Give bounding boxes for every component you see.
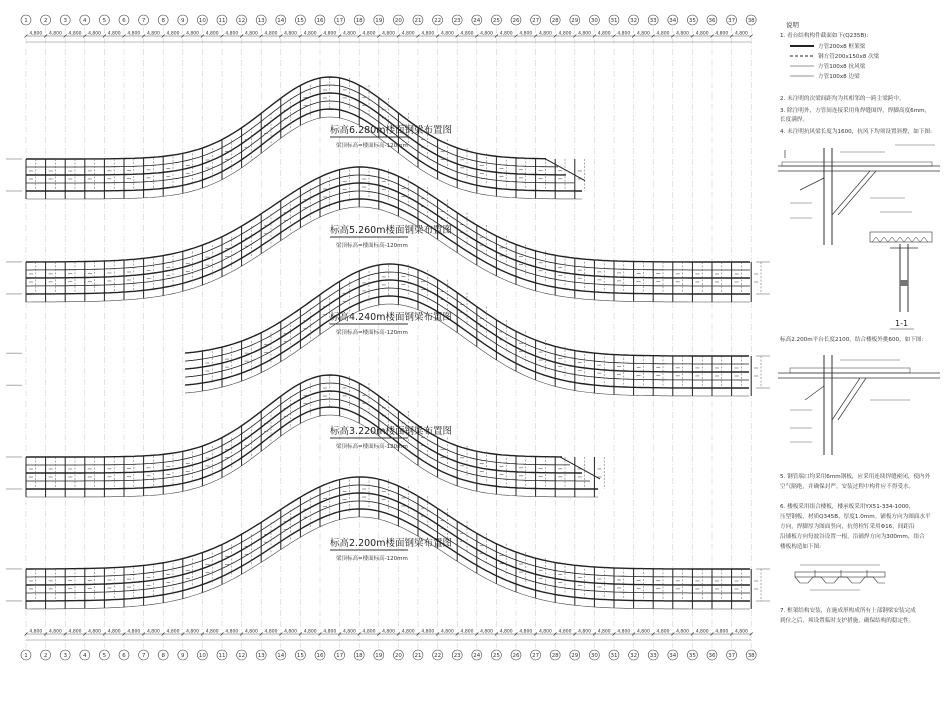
axis-label: 3 [63,653,67,659]
detail-plate [900,280,908,286]
axis-label: 15 [296,653,304,659]
note-7b: 到位之后，须设置临时支护措施，确保结构的稳定性。 [780,618,915,624]
axis-label: 31 [610,653,618,659]
axis-label: 13 [257,653,265,659]
axis-label: 4 [83,653,87,659]
axis-label: 1 [24,653,28,659]
axis-label: 19 [375,18,383,24]
note-mid: 标高2.200m平台长度2100，结合楼板外挑600，如下图: [780,337,924,343]
note-3b: 长度满焊。 [780,117,808,123]
dimension-text: 4,800 [323,629,337,635]
dimension-text: 4,800 [68,629,82,635]
axis-label: 9 [181,18,185,24]
legend-label: 方管200x8 框架梁 [818,44,866,50]
dimension-text: 4,800 [48,31,62,37]
axis-label: 32 [630,653,638,659]
dimension-text: 4,800 [597,31,611,37]
dimension-text: 4,800 [401,629,415,635]
axis-label: 11 [218,18,226,24]
plan-title: 标高5.260m楼面钢梁布置图 [330,225,452,236]
axis-label: 22 [434,653,442,659]
note-4: 4. 未注明抗风梁长度为1600，抗风下均须设置斜撑，如下图: [780,129,932,135]
dimension-text: 4,800 [88,629,102,635]
dimension-text: 4,800 [578,629,592,635]
axis-label: 37 [728,653,736,659]
axis-label: 37 [728,18,736,24]
note-6b: 压型钢板，材质Q345B，厚度1.0mm。铺板方向为图面水平 [780,514,931,520]
plan-title: 标高4.240m楼面钢梁布置图 [330,312,452,323]
axis-label: 21 [414,653,422,659]
dimension-text: 4,800 [48,629,62,635]
axis-label: 20 [394,18,402,24]
dimension-text: 4,800 [166,629,180,635]
plan-subtitle: 梁顶标高=楼面标高-120mm [336,330,408,336]
note-5a: 5. 钢管端口均采用6mm钢板，应采用连续焊缝密闭，使内外 [780,474,931,480]
dimension-text: 4,800 [29,629,43,635]
dimension-text: 4,800 [205,31,219,37]
dimension-text: 4,800 [421,31,435,37]
axis-label: 18 [355,18,363,24]
dimension-text: 4,800 [676,31,690,37]
note-3a: 3. 除注明外，方管间连接采用角焊缝围焊，焊脚高度6mm， [780,108,931,114]
axis-label: 29 [571,18,579,24]
section-label: 1-1 [895,319,909,328]
dimension-text: 4,800 [440,31,454,37]
axis-label: 36 [708,653,716,659]
legend-label: 钢方管200x150x8 次梁 [818,54,880,60]
dimension-text: 4,800 [656,629,670,635]
dimension-text: 4,800 [225,31,239,37]
axis-label: 10 [198,18,206,24]
axis-label: 18 [355,653,363,659]
dimension-text: 4,800 [264,629,278,635]
axis-label: 23 [453,18,461,24]
note-1: 1. 看台结构构件截面如下(Q235B): [780,33,869,39]
axis-label: 2 [43,18,48,24]
plan-title: 标高2.200m楼面钢梁布置图 [330,538,452,549]
note-2: 2. 未注明的次梁间距均为其相邻的一跨主梁跨中。 [780,96,905,102]
dimension-text: 4,800 [29,31,43,37]
axis-label: 7 [141,18,146,24]
dimension-text: 4,800 [342,629,356,635]
axis-label: 15 [296,18,304,24]
axis-label: 10 [198,653,206,659]
dimension-text: 4,800 [244,629,258,635]
axis-label: 24 [473,18,481,24]
axis-label: 12 [238,18,246,24]
dimension-text: 4,800 [617,629,631,635]
dimension-text: 4,800 [460,629,474,635]
axis-label: 13 [257,18,265,24]
dimension-text: 4,800 [695,31,709,37]
axis-label: 30 [590,653,598,659]
axis-label: 34 [669,18,677,24]
dimension-text: 4,800 [205,629,219,635]
axis-label: 36 [708,18,716,24]
axis-label: 26 [512,18,520,24]
axis-label: 7 [141,653,146,659]
dimension-text: 4,800 [166,31,180,37]
axis-label: 11 [218,653,226,659]
axis-label: 26 [512,653,520,659]
dimension-text: 4,800 [225,629,239,635]
axis-label: 25 [492,18,500,24]
axis-label: 17 [336,18,344,24]
axis-label: 3 [63,18,67,24]
dimension-text: 4,800 [127,629,141,635]
dimension-text: 4,800 [284,31,298,37]
dimension-text: 4,800 [480,629,494,635]
dimension-text: 4,800 [734,31,748,37]
dimension-text: 4,800 [715,629,729,635]
dimension-text: 4,800 [558,31,572,37]
dimension-text: 4,800 [460,31,474,37]
plan-subtitle: 梁顶标高=楼面标高-120mm [336,444,408,450]
axis-label: 16 [316,653,324,659]
dimension-text: 4,800 [186,629,200,635]
dimension-text: 4,800 [480,31,494,37]
axis-label: 38 [747,18,755,24]
axis-label: 35 [688,653,696,659]
axis-label: 17 [336,653,344,659]
dimension-text: 4,800 [323,31,337,37]
axis-label: 30 [590,18,598,24]
dimension-text: 4,800 [127,31,141,37]
axis-label: 12 [238,653,246,659]
axis-label: 22 [434,18,442,24]
note-6a: 6. 楼板采用组合楼板，楼承板采用YX51-334-1000, [780,504,911,510]
axis-label: 5 [102,653,107,659]
dimension-text: 4,800 [499,31,513,37]
dimension-text: 4,800 [401,31,415,37]
dimension-text: 4,800 [146,629,160,635]
axis-label: 20 [394,653,402,659]
dimension-text: 4,800 [715,31,729,37]
plan-title: 标高3.220m楼面钢梁布置图 [330,426,452,437]
dimension-text: 4,800 [676,629,690,635]
dimension-text: 4,800 [244,31,258,37]
dimension-text: 4,800 [499,629,513,635]
dimension-text: 4,800 [382,31,396,37]
axis-label: 28 [551,653,559,659]
dimension-text: 4,800 [303,31,317,37]
axis-label: 33 [649,18,657,24]
note-6c: 方向，焊脚厚为图面竖向，抗剪栓钉采用Φ16，间距沿 [780,524,915,530]
note-6d: 沿铺板方向每波谷设置一根，沿铺焊方向为300mm，组合 [780,534,925,540]
axis-label: 4 [83,18,87,24]
axis-label: 33 [649,653,657,659]
axis-label: 34 [669,653,677,659]
dimension-text: 4,800 [558,629,572,635]
dimension-text: 4,800 [734,629,748,635]
axis-label: 24 [473,653,481,659]
axis-label: 19 [375,653,383,659]
axis-label: 2 [43,653,48,659]
note-6e: 楼板构造如下图: [780,544,822,550]
dimension-text: 4,800 [107,31,121,37]
dimension-text: 4,800 [578,31,592,37]
axis-label: 23 [453,653,461,659]
axis-label: 21 [414,18,422,24]
axis-label: 29 [571,653,579,659]
dimension-text: 4,800 [264,31,278,37]
dimension-text: 4,800 [538,629,552,635]
dimension-text: 4,800 [421,629,435,635]
legend-label: 方管100x8 边梁 [818,74,860,80]
axis-label: 1 [24,18,28,24]
axis-label: 14 [277,653,285,659]
axis-label: 16 [316,18,324,24]
dimension-text: 4,800 [68,31,82,37]
legend-label: 方管100x8 抗风梁 [818,64,866,70]
axis-label: 32 [630,18,638,24]
axis-label: 38 [747,653,755,659]
dimension-text: 4,800 [519,31,533,37]
dimension-text: 4,800 [538,31,552,37]
axis-label: 8 [161,653,165,659]
dimension-text: 4,800 [597,629,611,635]
dimension-text: 4,800 [186,31,200,37]
dimension-text: 4,800 [440,629,454,635]
plan-subtitle: 梁顶标高=楼面标高-120mm [336,243,408,249]
note-7a: 7. 框架结构安装，在施成形构成所有上部钢梁安装完成 [780,608,916,614]
plan-subtitle: 梁顶标高=楼面标高-120mm [336,556,408,562]
dimension-text: 4,800 [284,629,298,635]
axis-label: 8 [161,18,165,24]
plan-title: 标高6.280m楼面钢梁布置图 [330,125,452,136]
dimension-text: 4,800 [636,31,650,37]
notes-heading: 说明 [786,21,799,29]
axis-label: 35 [688,18,696,24]
axis-label: 31 [610,18,618,24]
dimension-text: 4,800 [342,31,356,37]
axis-label: 25 [492,653,500,659]
dimension-text: 4,800 [362,31,376,37]
axis-label: 5 [102,18,107,24]
plan-subtitle: 梁顶标高=楼面标高-120mm [336,143,408,149]
axis-label: 28 [551,18,559,24]
dimension-text: 4,800 [146,31,160,37]
dimension-text: 4,800 [107,629,121,635]
axis-label: 6 [122,653,126,659]
dimension-text: 4,800 [617,31,631,37]
dimension-text: 4,800 [656,31,670,37]
note-5b: 空气隔绝，并确保封严。安装过程中构件应不得受水。 [780,484,915,490]
dimension-text: 4,800 [636,629,650,635]
dimension-text: 4,800 [519,629,533,635]
dimension-text: 4,800 [382,629,396,635]
dimension-text: 4,800 [695,629,709,635]
dimension-text: 4,800 [88,31,102,37]
axis-label: 14 [277,18,285,24]
axis-label: 6 [122,18,126,24]
axis-label: 27 [532,653,540,659]
axis-label: 9 [181,653,185,659]
dimension-text: 4,800 [303,629,317,635]
axis-label: 27 [532,18,540,24]
dimension-text: 4,800 [362,629,376,635]
